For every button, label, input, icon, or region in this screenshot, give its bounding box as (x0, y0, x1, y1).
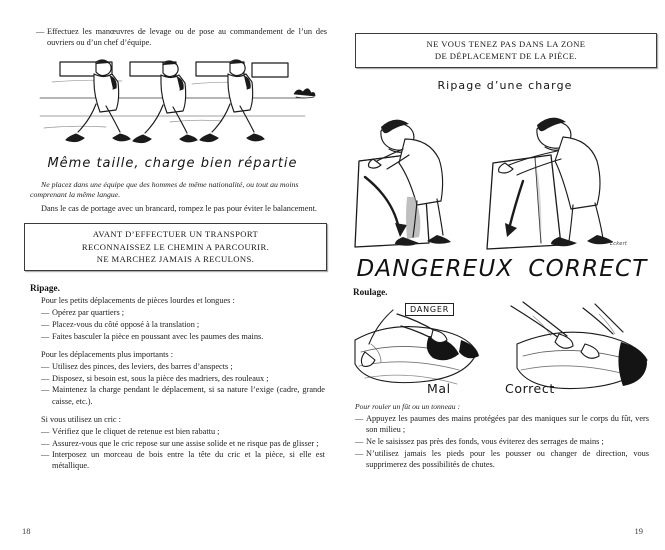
list-item: — Placez-vous du côté opposé à la translation ; (41, 319, 325, 330)
roulage-lead: Pour rouler un fût ou un tonneau : (355, 402, 460, 412)
list-item: — N’utilisez jamais les pieds pour les pousser ou changer de direction, vous supprimerez des possibilités de chutes. (355, 448, 649, 470)
danger-tag: DANGER (405, 303, 454, 316)
figure-carry (0, 54, 345, 154)
list-item: — Faites basculer la pièce en poussant avec les paumes des mains. (41, 331, 325, 342)
warning-line: AVANT D’EFFECTUER UN TRANSPORT (92, 229, 259, 240)
label-dangereux: DANGEREUX (356, 256, 514, 283)
group-lead: Pour les déplacements plus importants : (41, 349, 174, 359)
figure-roulage (353, 300, 665, 398)
barrel-hands-illustration (353, 300, 653, 398)
group-lead: Pour les petits déplacements de pièces lourdes et longues : (41, 296, 235, 306)
list-item: — Appuyez les paumes des mains protégées par des maniques sur le corps du fût, vers son milieu ; (355, 413, 649, 435)
label-correct: CORRECT (528, 256, 648, 283)
page-number-right: 19 (634, 526, 643, 536)
list-item: — Ne le saisissez pas près des fonds, vous éviterez des serrages de mains ; (355, 436, 649, 447)
figure-carry-caption: Même taille, charge bien répartie (47, 156, 298, 172)
note-paragraph: Dans le cas de portage avec un brancard, rompez le pas pour éviter le balancement. (41, 204, 317, 214)
section-heading-roulage: Roulage. (353, 287, 388, 298)
crate-tilt-illustration (345, 95, 665, 255)
roulage-text-block (355, 402, 649, 469)
warning-line: NE VOUS TENEZ PAS DANS LA ZONE (426, 39, 586, 49)
warning-line: NE MARCHEZ JAMAIS A RECULONS. (96, 253, 255, 264)
ripage-group-2 (30, 350, 325, 407)
list-item: — Vérifiez que le cliquet de retenue est bien rabattu ; (41, 426, 325, 437)
figure-ripage-title: Ripage d’une charge (437, 79, 573, 93)
warning-line: DE DÉPLACEMENT DE LA PIÈCE. (434, 51, 578, 62)
roulage-list (355, 413, 649, 470)
warning-box-zone (355, 33, 657, 68)
figure-ripage (345, 95, 665, 255)
section-ripage (30, 283, 325, 472)
warning-box-transport (24, 223, 327, 271)
page-right (345, 0, 665, 550)
label-correct-roulage: Correct (505, 381, 555, 397)
group-list (41, 307, 325, 341)
list-item: — Opérez par quartiers ; (41, 307, 325, 318)
intro-bullet-list (36, 26, 327, 48)
ripage-group-1 (30, 296, 325, 342)
carry-beam-illustration (0, 54, 345, 154)
section-roulage (353, 287, 651, 297)
illustrator-signature: Eckert (609, 241, 627, 248)
list-item: — Utilisez des pinces, des leviers, des barres d’anspects ; (41, 361, 325, 372)
figure-ripage-labels (349, 256, 655, 282)
group-lead: Si vous utilisez un cric : (41, 414, 121, 424)
warning-line: RECONNAISSEZ LE CHEMIN A PARCOURIR. (81, 241, 270, 252)
group-list (41, 426, 325, 471)
list-item: — Interposez un morceau de bois entre la tête du cric et la pièce, si elle est métallique. (41, 449, 325, 471)
list-item: — Disposez, si besoin est, sous la pièce des madriers, des rouleaux ; (41, 373, 325, 384)
label-mal: Mal (427, 381, 451, 397)
page-number-left: 18 (22, 526, 31, 536)
list-item: — Maintenez la charge pendant le déplacement, si sa nature l’exige (cadre, grande caisse, etc.). (41, 384, 325, 406)
note-italic: Ne placez dans une équipe que des hommes de même nationalité, ou tout au moins comprenant la même langue. (30, 180, 299, 200)
section-heading-ripage: Ripage. (30, 283, 60, 294)
list-item: — Effectuez les manœuvres de levage ou de pose au commandement de l’un des ouvriers ou d’un chef d’équipe. (36, 26, 327, 48)
intro-bullet-group (36, 26, 327, 48)
group-list (41, 361, 325, 406)
ripage-group-3 (30, 415, 325, 472)
notes-block (30, 180, 325, 215)
list-item: — Assurez-vous que le cric repose sur une assise solide et ne risque pas de glisser ; (41, 438, 325, 449)
